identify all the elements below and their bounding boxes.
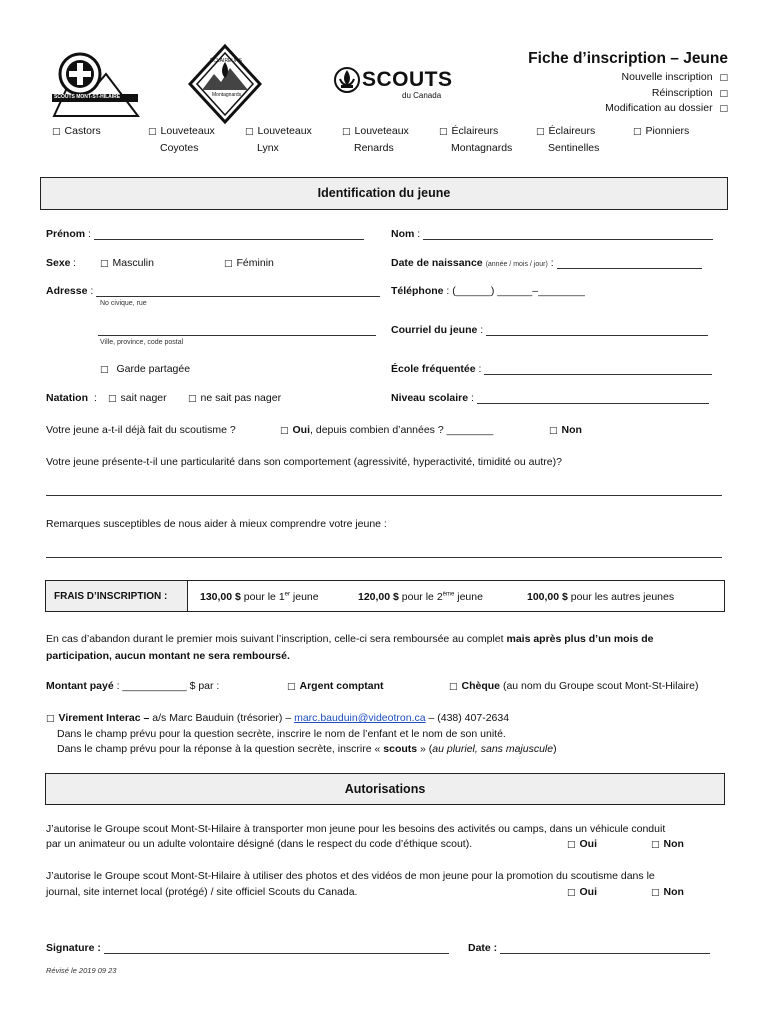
argent-label: Argent comptant [299,680,384,692]
ne-sait-pas-label: ne sait pas nager [200,392,282,404]
checkbox-icon: □ [224,259,233,269]
checkbox-icon: □ [633,127,642,137]
non-label: Non [561,424,582,436]
photos-oui-option[interactable] [567,886,597,898]
courriel-label: Courriel du jeune [391,324,478,336]
virement-detail: a/s Marc Bauduin (trésorier) – [149,712,295,724]
date-naissance-label: Date de naissance [391,257,483,269]
courriel-field[interactable]: Courriel du jeune : [391,324,708,336]
unit-label: Louveteaux [354,125,409,137]
nom-field[interactable]: Nom : [391,228,713,240]
garde-label: Garde partagée [116,363,191,375]
price-2-amount: 120,00 $ [358,591,399,603]
logo-eclaireurs-montagnards [188,44,262,124]
unit-sublabel: Sentinelles [548,142,600,154]
logo2-bottom: Montagnards [212,92,242,98]
prenom-label: Prénom [46,228,86,240]
sexe-label: Sexe [46,257,71,269]
reinscription-label: Réinscription [651,87,713,99]
oui-label: Oui [292,424,311,436]
checkbox-icon: □ [439,127,448,137]
unit-louveteaux-coyotes[interactable] [148,125,215,159]
adresse-line2-field[interactable] [98,324,376,336]
signature-label: Signature : [46,942,101,954]
unit-label: Pionniers [645,125,690,137]
remarques-question: Remarques susceptibles de nous aider à mieux comprendre votre jeune : [46,518,387,530]
virement-option[interactable] [46,712,509,724]
abandon-text: En cas d’abandon durant le premier mois suivant l’inscription, celle-ci sera remboursée au complet [46,633,507,645]
oui-suffix: , depuis combien d’années ? ________ [310,424,494,436]
sait-nager-label: sait nager [120,392,167,404]
non-label: Non [663,838,684,850]
oui-label: Oui [579,838,598,850]
instr2-c: » ( [417,743,433,755]
argent-comptant-option[interactable] [287,680,384,692]
checkbox-icon: □ [342,127,351,137]
unit-eclaireurs-montagnards[interactable] [439,125,512,159]
telephone-label: Téléphone [391,285,444,297]
oui-label: Oui [579,886,598,898]
natation-label: Natation [46,392,88,404]
signature-field[interactable] [46,942,449,954]
price-3-amount: 100,00 $ [527,591,568,603]
treasurer-phone: – (438) 407-2634 [425,712,510,724]
authorization-transport-line1: J’autorise le Groupe scout Mont-St-Hilaire à transporter mon jeune pour les besoins des activités ou camps, dans un véhicule conduit [46,823,666,835]
logo-scouts-du-canada [334,66,454,102]
unit-pionniers[interactable] [633,125,689,137]
checkbox-icon: □ [651,840,660,850]
checkbox-icon: □ [148,127,157,137]
frais-box [45,580,725,612]
frais-price-3 [527,591,674,603]
ne-sait-pas-nager-option[interactable] [188,392,281,404]
frais-price-1 [200,591,319,603]
sexe-colon: : [73,257,76,269]
unit-sublabel: Coyotes [160,142,199,154]
checkbox-icon: □ [651,888,660,898]
cheque-option[interactable] [449,680,698,692]
abandon-paragraph [46,631,654,665]
instr2-d: au pluriel, sans majuscule [432,743,554,755]
abandon-bold-2: participation, aucun montant ne sera remboursé. [46,650,290,662]
telephone-field[interactable]: Téléphone : (______) ______–________ [391,285,585,297]
checkbox-icon: □ [719,104,728,114]
authorization-photos-line2: journal, site internet local (protégé) / site officiel Scouts du Canada. [46,886,358,898]
logo2-top: ÉCLAIREURS [210,58,242,64]
option-new-registration[interactable] [622,71,728,83]
unit-label: Louveteaux [160,125,215,137]
revised-date: Révisé le 2019 09 23 [46,966,117,975]
unit-label: Éclaireurs [451,125,499,137]
price-1-amount: 130,00 $ [200,591,241,603]
masculin-label: Masculin [112,257,154,269]
niveau-label: Niveau scolaire [391,392,469,404]
checkbox-icon: □ [567,888,576,898]
frais-label-cell [46,581,188,611]
feminin-label: Féminin [236,257,274,269]
non-label: Non [663,886,684,898]
adresse-hint-city: Ville, province, code postal [100,339,184,346]
sait-nager-option[interactable] [108,392,167,404]
checkbox-icon: □ [100,365,109,375]
price-3-text: pour les autres jeunes [567,591,675,603]
checkbox-icon: □ [287,682,296,692]
nom-label: Nom [391,228,415,240]
abandon-bold-1: mais après plus d’un mois de [506,633,654,645]
logo3-brand: SCOUTS [362,68,453,91]
autorisations-section-header [45,773,725,805]
montant-label: Montant payé [46,680,114,692]
transport-non-option[interactable] [651,838,684,850]
unit-eclaireurs-sentinelles[interactable] [536,125,599,159]
instr2-e: ) [553,743,557,755]
authorization-transport-line2: par un animateur ou un adulte volontaire désigné (dans le respect du code d’éthique scout). [46,838,473,850]
date-naissance-field[interactable]: Date de naissance (année / mois / jour) : [391,257,702,269]
scoutisme-question: Votre jeune a-t-il déjà fait du scoutisme ? [46,424,236,436]
remarques-answer-line[interactable] [46,546,722,558]
modification-label: Modification au dossier [605,102,713,114]
form-title: Fiche d’inscription – Jeune [528,50,728,67]
telephone-mask: (______) ______–________ [452,285,585,297]
price-1-tail: jeune [290,591,319,603]
niveau-field[interactable]: Niveau scolaire : [391,392,709,404]
checkbox-icon: □ [536,127,545,137]
montant-blank: : ___________ $ par : [116,680,220,692]
scoutisme-non-option[interactable] [549,424,582,436]
sexe-masculin-option[interactable] [100,257,154,269]
checkbox-icon: □ [549,426,558,436]
checkbox-icon: □ [188,394,197,404]
particularite-question: Votre jeune présente-t-il une particularité dans son comportement (agressivité, hyperactivité, timidité ou autre)? [46,456,562,468]
price-2-text: pour le 2 [398,591,443,603]
cheque-detail: (au nom du Groupe scout Mont-St-Hilaire) [500,680,699,692]
prenom-field[interactable]: Prénom : [46,228,364,240]
cheque-label: Chèque [461,680,501,692]
new-registration-label: Nouvelle inscription [621,71,713,83]
logo-scouts-mont-st-hilaire [50,44,142,122]
logo1-text: SCOUTS MONT-ST-HILAIRE [54,94,121,100]
unit-sublabel: Lynx [257,142,279,154]
virement-instruction-2 [57,743,557,755]
ecole-field[interactable]: École fréquentée : [391,363,712,375]
virement-label: Virement Interac – [58,712,150,724]
checkbox-icon: □ [100,259,109,269]
identification-section-header [40,177,728,210]
transport-oui-option[interactable] [567,838,597,850]
checkbox-icon: □ [46,714,55,724]
adresse-label: Adresse [46,285,88,297]
checkbox-icon: □ [108,394,117,404]
price-2-tail: jeune [454,591,483,603]
instr2-a: Dans le champ prévu pour la réponse à la question secrète, inscrire « [57,743,384,755]
checkbox-icon: □ [245,127,254,137]
unit-label: Castors [64,125,101,137]
photos-non-option[interactable] [651,886,684,898]
authorization-photos-line1: J’autorise le Groupe scout Mont-St-Hilaire à utiliser des photos et des vidéos de mon jeune pour la promotion du scoutisme dans le [46,870,655,882]
virement-instruction-1: Dans le champ prévu pour la question secrète, inscrire le nom de l’enfant et le nom de son unité. [57,728,506,740]
scoutisme-oui-option[interactable] [280,424,493,436]
treasurer-email-link[interactable]: marc.bauduin@videotron.ca [294,712,426,724]
date-field[interactable] [468,942,710,954]
price-2-sup: ème [442,591,455,598]
section-title: Autorisations [344,782,426,796]
frais-price-2 [358,591,483,603]
garde-partagee-option[interactable] [100,363,190,375]
unit-louveteaux-lynx[interactable] [245,125,312,159]
option-reinscription[interactable] [652,87,728,99]
montant-field[interactable] [46,680,219,692]
instr2-b: scouts [383,743,418,755]
unit-label: Éclaireurs [548,125,596,137]
date-format-hint: (année / mois / jour) [485,261,548,268]
logo3-sub: du Canada [402,91,442,100]
adresse-field[interactable]: Adresse : [46,285,380,297]
natation-colon: : [94,392,97,404]
unit-sublabel: Montagnards [451,142,513,154]
unit-sublabel: Renards [354,142,394,154]
ecole-label: École fréquentée [391,363,476,375]
sexe-feminin-option[interactable] [224,257,274,269]
checkbox-icon: □ [280,426,289,436]
date-label: Date : [468,942,498,954]
price-1-text: pour le 1 [240,591,285,603]
checkbox-icon: □ [449,682,458,692]
price-1-sup: er [284,591,290,598]
unit-louveteaux-renards[interactable] [342,125,409,159]
frais-label: FRAIS D’INSCRIPTION : [54,591,168,602]
checkbox-icon: □ [567,840,576,850]
adresse-hint-street: No civique, rue [100,300,147,307]
checkbox-icon: □ [719,89,728,99]
particularite-answer-line[interactable] [46,484,722,496]
unit-castors[interactable] [52,125,101,137]
unit-label: Louveteaux [257,125,312,137]
checkbox-icon: □ [52,127,61,137]
checkbox-icon: □ [719,73,728,83]
option-modification[interactable] [605,102,728,114]
section-title: Identification du jeune [317,186,451,200]
